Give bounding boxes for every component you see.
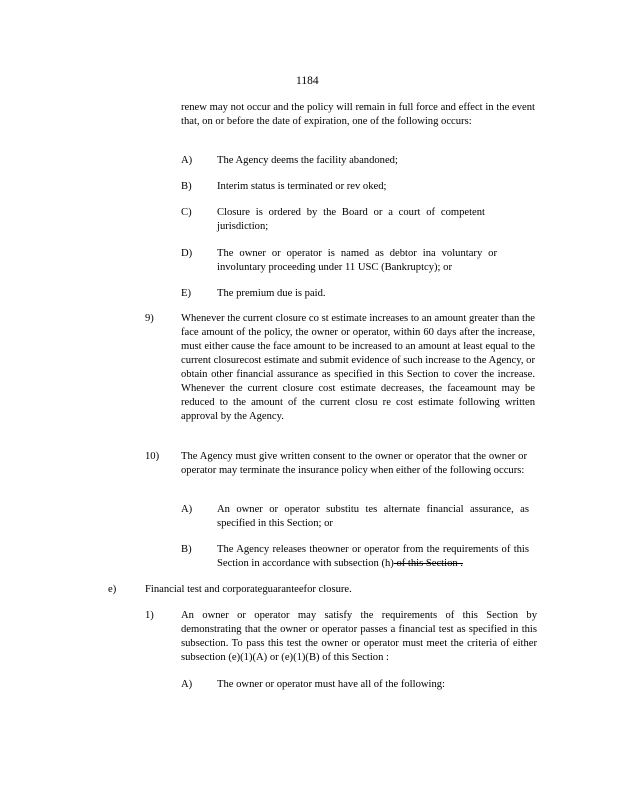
list-item-text: Interim status is terminated or rev oked; xyxy=(217,181,387,192)
list-item-text: An owner or operator substitu tes alternate financial assurance, as specified in this Section; or xyxy=(217,504,529,529)
list-item-label: D) xyxy=(181,248,193,259)
list-item-label: E) xyxy=(181,288,191,299)
list-item-text-main: The Agency releases theowner or operator from the requirements of this Section in accordance with subsection (h) xyxy=(217,544,529,569)
item-number: 9) xyxy=(145,313,154,324)
intro-paragraph: renew may not occur and the policy will remain in full force and effect in the event that, on or before the date of expiration, one of the following occurs: xyxy=(181,102,535,127)
list-item-text: The owner or operator is named as debtor ina voluntary or involuntary proceeding under 11 USC (Bankruptcy); or xyxy=(217,248,497,273)
list-item-label: C) xyxy=(181,207,192,218)
list-item-text xyxy=(217,543,529,571)
section-heading: Financial test and corporateguaranteefor closure. xyxy=(145,584,352,595)
list-item-label: B) xyxy=(181,544,192,555)
list-item-label: B) xyxy=(181,181,192,192)
list-item-text: The premium due is paid. xyxy=(217,288,326,299)
list-item-label: A) xyxy=(181,504,193,515)
list-item-label: A) xyxy=(181,679,193,690)
list-item-text: Closure is ordered by the Board or a court of competent jurisdiction; xyxy=(217,207,485,232)
list-item-text: The owner or operator must have all of the following: xyxy=(217,679,445,690)
page-number: 1184 xyxy=(296,75,319,87)
struck-text: of this Section . xyxy=(393,558,463,569)
section-label: e) xyxy=(108,584,117,595)
item-number: 1) xyxy=(145,610,154,621)
item-number: 10) xyxy=(145,451,160,462)
list-item-label: A) xyxy=(181,155,193,166)
item-10-paragraph: The Agency must give written consent to the owner or operator that the owner or operator may terminate the insurance policy when either of the following occurs: xyxy=(181,451,527,476)
item-e1-paragraph: An owner or operator may satisfy the requirements of this Section by demonstrating that the owner or operator passes a financial test as specified in this subsection. To pass this test the owner or operator must meet the criteria of either subsection (e)(1)(A) or (e)(1)(B) of this Section : xyxy=(181,610,537,663)
item-9-paragraph: Whenever the current closure co st estimate increases to an amount greater than the face amount of the policy, the owner or operator, within 60 days after the increase, must either cause the face amount to be increased to an amount at least equal to the current closurecost estimate and submit evidence of such increase to the Agency, or obtain other financial assurance as specified in this Section to cover the increase. Whenever the current closure cost estimate decreases, the faceamount may be reduced to the amount of the current closu re cost estimate following written approval by the Agency. xyxy=(181,313,535,422)
list-item-text: The Agency deems the facility abandoned; xyxy=(217,155,398,166)
